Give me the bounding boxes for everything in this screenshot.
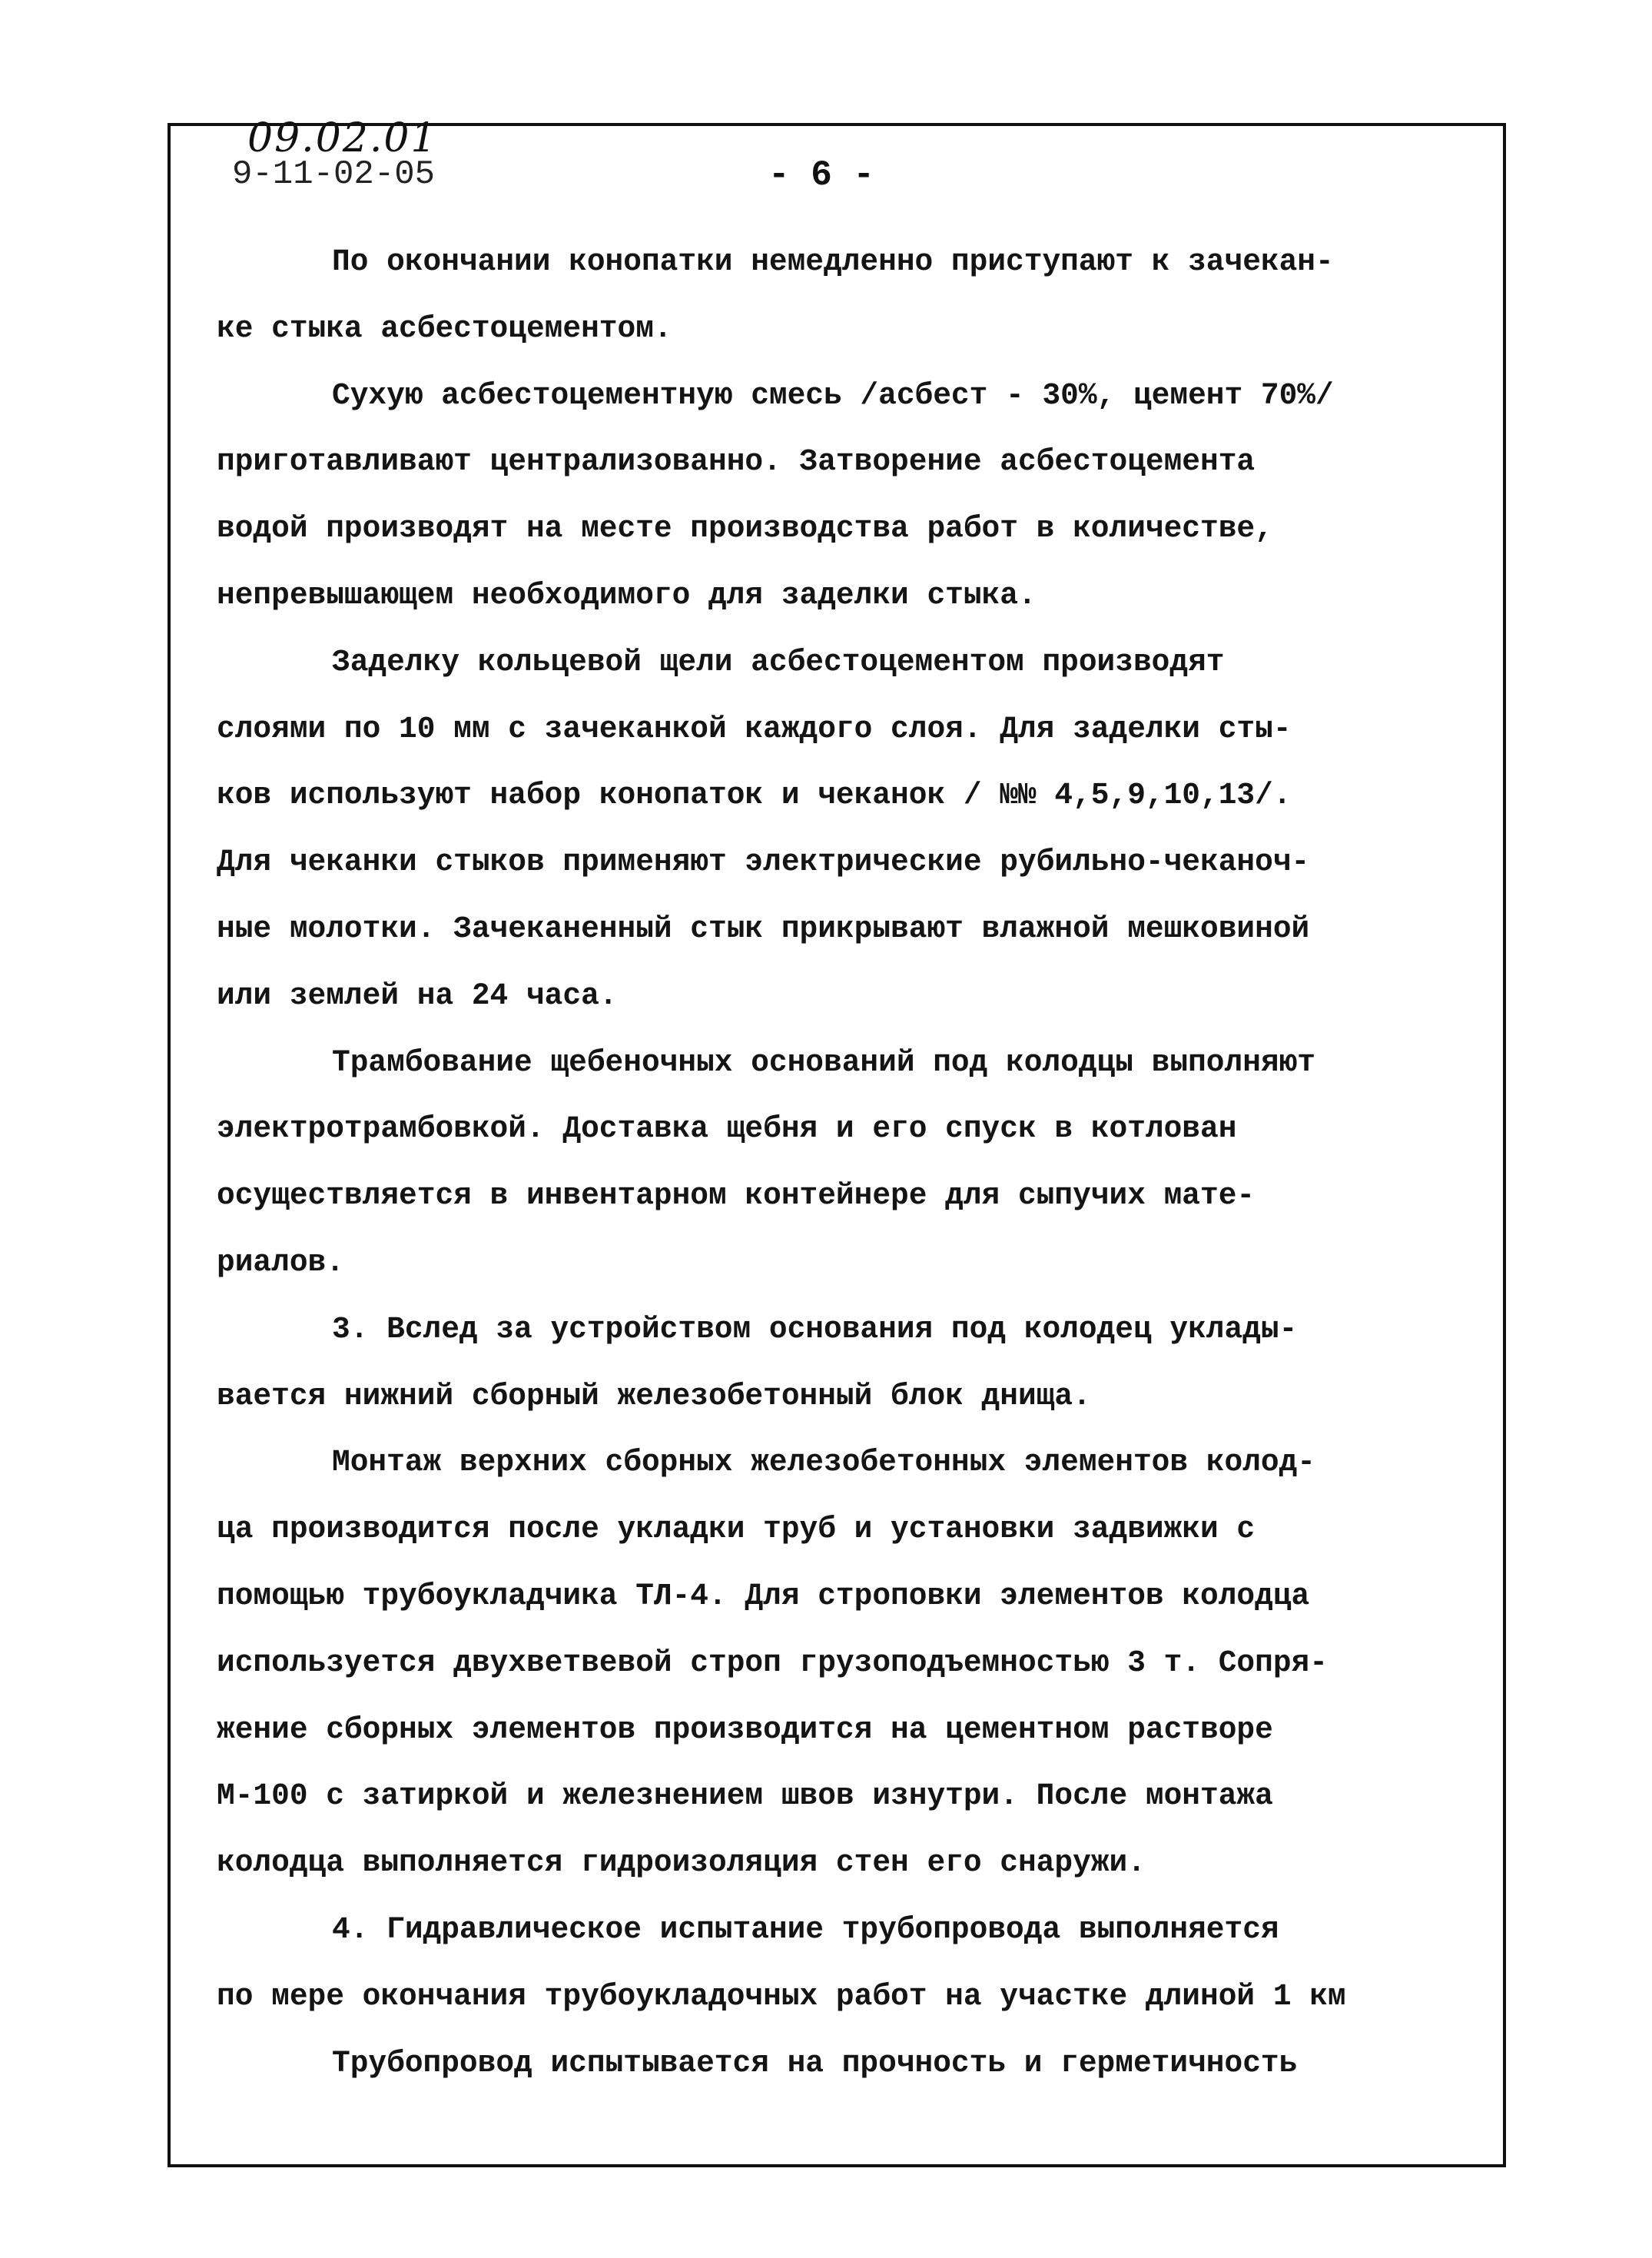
handwritten-code: 09.02.01 — [247, 115, 438, 161]
text-line: Трубопровод испытывается на прочность и герметичность — [332, 2045, 1298, 2080]
text-line: колодца выполняется гидроизоляция стен его снаружи. — [217, 1845, 1146, 1881]
text-line: осуществляется в инвентарном контейнере для сыпучих мате- — [217, 1178, 1256, 1214]
text-line: жение сборных элементов производится на цементном растворе — [217, 1712, 1273, 1747]
text-line: Заделку кольцевой щели асбестоцементом производят — [332, 644, 1225, 679]
text-line: непревышающем необходимого для заделки стыка. — [217, 577, 1037, 613]
text-line: водой производят на месте производства работ в количестве, — [217, 511, 1273, 546]
document-code: 9-11-02-05 — [232, 155, 436, 194]
text-line: помощью трубоукладчика ТЛ-4. Для строповки элементов колодца — [217, 1578, 1310, 1613]
text-line: слоями по 10 мм с зачеканкой каждого слоя. Для заделки сты- — [217, 711, 1292, 746]
text-line: Монтаж верхних сборных железобетонных элементов колод- — [332, 1445, 1316, 1480]
text-line: вается нижний сборный железобетонный блок днища. — [217, 1378, 1091, 1413]
body-text — [217, 229, 1484, 2097]
text-line: приготавливают централизованно. Затворение асбестоцемента — [217, 444, 1256, 480]
text-line: Для чеканки стыков применяют электрические рубильно-чеканоч- — [217, 845, 1310, 880]
text-line: По окончании конопатки немедленно приступают к зачекан- — [332, 244, 1334, 279]
text-line: ке стыка асбестоцементом. — [217, 310, 672, 346]
text-line: ца производится после укладки труб и установки задвижки с — [217, 1512, 1256, 1547]
text-line: 3. Вслед за устройством основания под колодец уклады- — [332, 1311, 1298, 1346]
text-line: по мере окончания трубоукладочных работ на участке длиной 1 км — [217, 1978, 1346, 2014]
text-line: риалов. — [217, 1244, 344, 1280]
text-line: или землей на 24 часа. — [217, 978, 618, 1013]
text-line: ков используют набор конопаток и чеканок / №№ 4,5,9,10,13/. — [217, 778, 1292, 813]
text-line: ные молотки. Зачеканенный стык прикрывают влажной мешковиной — [217, 911, 1310, 946]
text-line: Трамбование щебеночных оснований под колодцы выполняют — [332, 1044, 1316, 1080]
text-line: Сухую асбестоцементную смесь /асбест - 30%, цемент 70%/ — [332, 377, 1334, 413]
page-number: - 6 - — [768, 155, 875, 195]
text-line: 4. Гидравлическое испытание трубопровода выполняется — [332, 1911, 1279, 1947]
text-line: М-100 с затиркой и железнением швов изнутри. После монтажа — [217, 1778, 1273, 1814]
text-line: электротрамбовкой. Доставка щебня и его спуск в котлован — [217, 1111, 1237, 1147]
text-line: используется двухветвевой строп грузоподъемностью 3 т. Сопря- — [217, 1645, 1328, 1680]
